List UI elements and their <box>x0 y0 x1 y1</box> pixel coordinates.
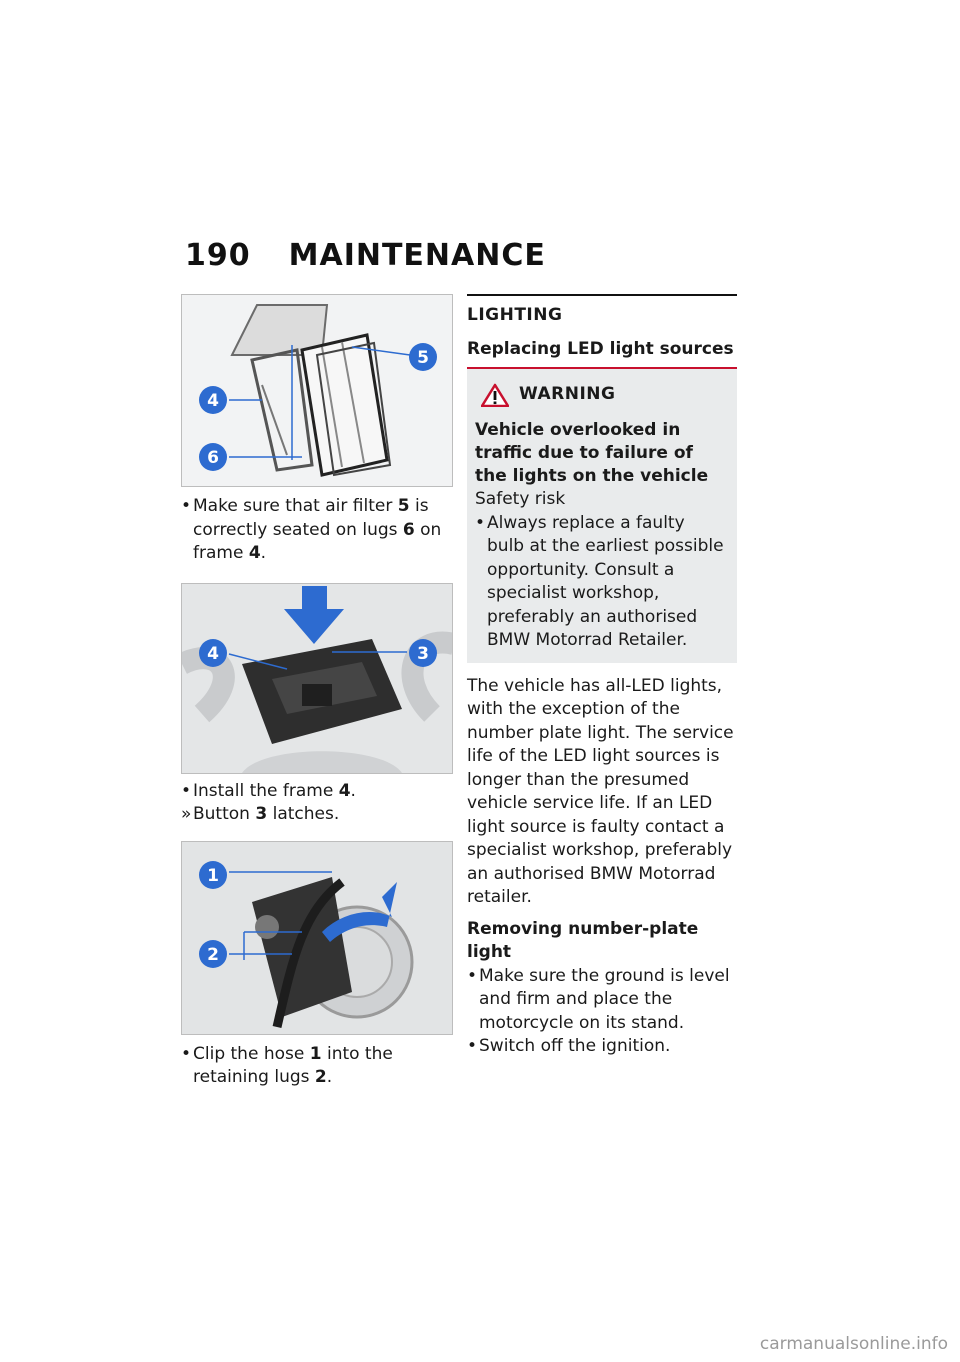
callout-6-label: 6 <box>207 448 219 468</box>
subsection-title: Replacing LED light sources <box>467 338 734 359</box>
page-number: 190 <box>185 238 251 273</box>
bullet: • <box>475 512 486 533</box>
bullet: • <box>181 1043 192 1064</box>
removing-step-1: • Make sure the ground is level and firm and place the motorcycle on its stand. <box>467 965 730 1033</box>
install-frame-illustration <box>182 584 453 773</box>
chapter-title: MAINTENANCE <box>288 238 546 273</box>
bullet: • <box>467 965 478 986</box>
warning-risk: Safety risk <box>475 489 566 509</box>
section-title: LIGHTING <box>467 305 563 325</box>
warning-label-row <box>475 383 727 407</box>
result-marker: » <box>181 804 192 824</box>
warning-triangle-icon <box>481 383 509 407</box>
callout-2-label: 2 <box>207 944 219 965</box>
removing-step-2: • Switch off the ignition. <box>467 1035 737 1059</box>
bullet: • <box>467 1036 478 1056</box>
step-install-frame: • Install the frame 4. <box>181 780 453 804</box>
callout-5-label: 5 <box>417 348 429 368</box>
callout-1-label: 1 <box>207 865 219 886</box>
warning-action: • Always replace a faulty bulb at the earliest possible opportunity. Consult a specialist workshop, preferably an authorised BMW Motorrad Retailer. <box>475 512 724 650</box>
callout-3-label: 3 <box>417 643 429 664</box>
warning-label: WARNING <box>519 384 616 405</box>
step-clip-hose: • Clip the hose 1 into the retaining lugs 2. <box>181 1043 393 1087</box>
warning-box <box>467 369 737 663</box>
figure-air-filter <box>181 294 453 487</box>
result-button-latches: » Button 3 latches. <box>181 803 453 827</box>
watermark-link[interactable]: carmanualsonline.info <box>759 1334 948 1354</box>
step-check-filter: • Make sure that air filter 5 is correctly seated on lugs 6 on frame 4. <box>181 496 442 563</box>
air-filter-illustration <box>182 295 453 486</box>
page-header <box>185 238 546 273</box>
bullet: • <box>181 496 192 516</box>
section-rule <box>467 294 737 296</box>
left-column <box>181 294 453 1090</box>
removing-title: Removing number-plate light <box>467 918 699 962</box>
right-column <box>467 294 737 1059</box>
clip-hose-illustration <box>182 842 453 1034</box>
figure-clip-hose <box>181 841 453 1035</box>
bullet: • <box>181 780 192 801</box>
callout-4-label: 4 <box>207 643 219 664</box>
intro-paragraph: The vehicle has all-LED lights, with the exception of the number plate light. The service life of the LED light sources is longer than the presumed vehicle service life. If an LED light source is faulty contact a specialist workshop, preferably an authorised BMW Motorrad retailer. <box>467 675 734 907</box>
warning-headline: Vehicle overlooked in traffic due to failure of the lights on the vehicle <box>475 420 709 486</box>
callout-4-label: 4 <box>207 391 219 411</box>
figure-install-frame <box>181 583 453 774</box>
